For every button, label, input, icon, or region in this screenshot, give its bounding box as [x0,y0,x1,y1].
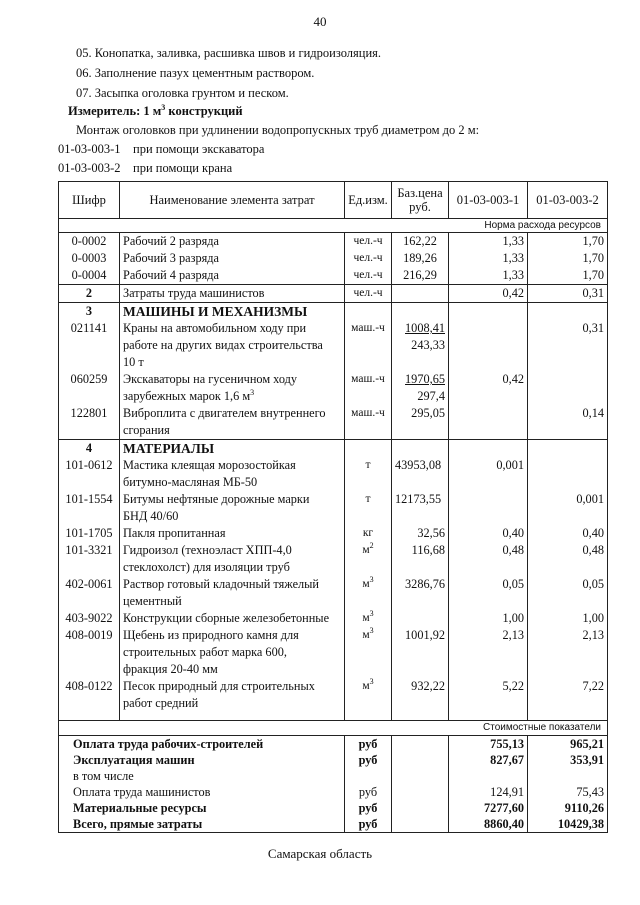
table-row: 101-1705 Пакля пропитанная кг 32,56 0,40 0,40 [59,525,608,542]
materials-section-row: 4 МАТЕРИАЛЫ [59,440,608,458]
table-row: 101-0612 Мастика клеящая морозостойкая битумно-масляная МБ-50 т 43953,08 0,001 [59,457,608,491]
header-price: Баз.цена руб. [392,182,449,219]
table-row: 403-9022 Конструкции сборные железобетонные $м^3$ 1,00 1,00 [59,610,608,627]
table-row: 402-0061 Раствор готовый кладочный тяжелый цементный $м^3$ 3286,76 0,05 0,05 [59,576,608,610]
table-row: 408-0019 Щебень из природного камня для строительных работ марка 600, фракция 20-40 мм $м^3$ 1001,92 2,13 2,13 [59,627,608,678]
cost-row: Материальные ресурсы руб 7277,60 9110,26 [59,800,608,816]
machines-section-row: 3 МАШИНЫ И МЕХАНИЗМЫ [59,303,608,321]
table-row: 122801 Виброплита с двигателем внутреннего сгорания маш.-ч 295,05 0,14 [59,405,608,440]
work-step-05: 05. Конопатка, заливка, расшивка швов и гидроизоляция. [76,46,382,60]
cost-row: Эксплуатация машин руб 827,67 353,91 [59,752,608,768]
table-row: 101-3321 Гидроизол (техноэласт ХПП-4,0 стеклохолст) для изоляции труб $м^2$ 116,68 0,48 0,48 [59,542,608,576]
work-step-06: 06. Заполнение пазух цементным раствором. [76,66,315,80]
norma-label: Норма расхода ресурсов [59,219,608,233]
header-name: Наименование элемента затрат [120,182,345,219]
table-row: 0-0004 Рабочий 4 разряда чел.-ч 216,29 1,33 1,70 [59,267,608,285]
table-row: 408-0122 Песок природный для строительных работ средний $м^3$ 932,22 5,22 7,22 [59,678,608,712]
table-row: 060259 Экскаваторы на гусеничном ходу зарубежных марок 1,6 $м^3$ маш.-ч 1970,65 297,4 0,42 [59,371,608,405]
cost-row: Оплата труда рабочих-строителей руб 755,13 965,21 [59,736,608,753]
measure-unit: Измеритель: 1 $м^3$ конструкций [68,102,243,118]
cost-row: Оплата труда машинистов руб 124,91 75,43 [59,784,608,800]
section-title: Монтаж оголовков при удлинении водопропускных труб диаметром до 2 м: [76,123,480,137]
norma-label-row [59,219,608,233]
table-row: 0-0002 Рабочий 2 разряда чел.-ч 162,22 1,33 1,70 [59,233,608,251]
machinists-row: 2 Затраты труда машинистов чел.-ч 0,42 0,31 [59,285,608,303]
variant-1: 01-03-003-1 при помощи экскаватора [58,142,265,156]
table-row: 021141 Краны на автомобильном ходу при работе на других видах строительства 10 т маш.-ч 1008,41 243,33 0,31 [59,320,608,371]
table-spacer-row [59,712,608,721]
cost-indicators-label-row [59,721,608,736]
table-row: 101-1554 Битумы нефтяные дорожные марки БНД 40/60 т 12173,55 0,001 [59,491,608,525]
cost-row: в том числе [59,768,608,784]
page-number: 40 [313,14,327,29]
table-row: 0-0003 Рабочий 3 разряда чел.-ч 189,26 1,33 1,70 [59,250,608,267]
table-header-row [59,182,608,219]
header-variant-1: 01-03-003-1 [449,182,528,219]
variant-2: 01-03-003-2 при помощи крана [58,161,233,175]
cost-indicators-label: Стоимостные показатели [59,721,608,736]
work-step-07: 07. Засыпка оголовка грунтом и песком. [76,86,289,100]
resource-cost-table [58,181,608,833]
header-code: Шифр [59,182,120,219]
page-footer-region: Самарская область [267,846,373,861]
header-unit: Ед.изм. [345,182,392,219]
header-variant-2: 01-03-003-2 [528,182,608,219]
cost-row-total: Всего, прямые затраты руб 8860,40 10429,38 [59,816,608,833]
